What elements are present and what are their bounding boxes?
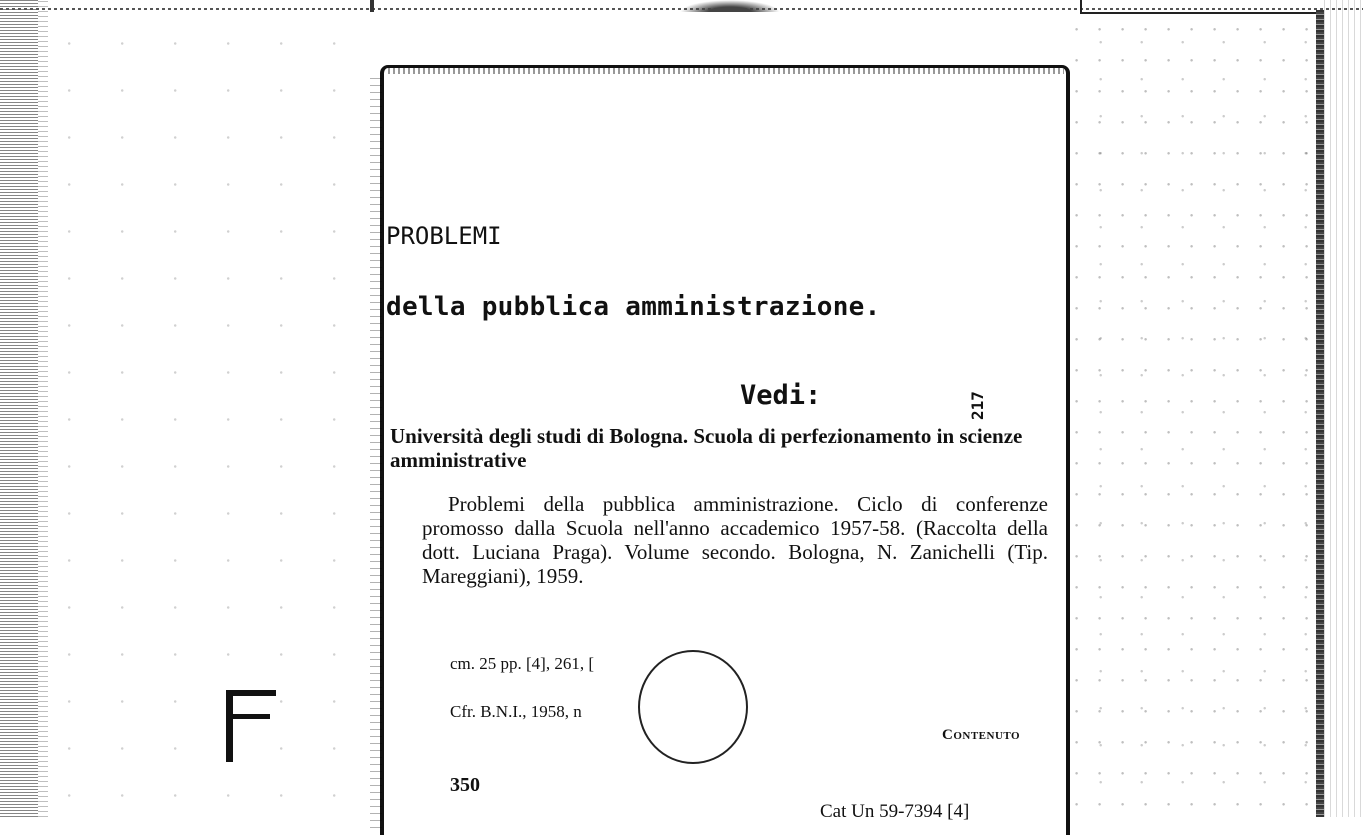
- see-label: Vedi:: [740, 380, 822, 411]
- reference-note: Cfr. B.N.I., 1958, n: [450, 702, 582, 721]
- card-top-noise: [388, 68, 1064, 74]
- scan-left-edge: [0, 0, 38, 817]
- scan-top-blob: [680, 0, 780, 12]
- scan-top-mark: [370, 0, 374, 12]
- scan-right-edge: [1316, 10, 1324, 817]
- side-number: 217: [968, 391, 987, 420]
- bracket-top: [226, 690, 276, 696]
- bracket-mark: [226, 690, 278, 762]
- stamp-circle: [638, 650, 748, 764]
- bracket-vertical: [226, 690, 233, 762]
- physical-description-start: cm. 25 pp. [4], 261, [: [450, 654, 595, 673]
- card-heading-line1: PROBLEMI: [386, 222, 502, 250]
- catalog-number: Cat Un 59-7394 [4]: [820, 801, 970, 822]
- card-number: 350: [450, 774, 480, 796]
- author-heading: Università degli studi di Bologna. Scuola di perfezionamento in scienze amministrative: [390, 424, 1023, 472]
- scan-left-edge-shadow: [38, 0, 48, 817]
- scan-speckle-right: [1072, 20, 1312, 817]
- scan-speckle-left: [48, 20, 378, 817]
- bibliographic-entry: Problemi della pubblica amministrazione. Ciclo di conferenze promosso dalla Scuola nell'anno accademico 1957-58. (Raccolta della dott. Luciana Praga). Volume secondo. Bologna, N. Zanichelli (Tip. Mareggiani), 1959.: [422, 492, 1048, 588]
- scan-top-bar-right: [1080, 0, 1318, 14]
- bracket-middle: [226, 714, 270, 719]
- card-left-noise: [370, 78, 382, 828]
- scan-right-edge-outer: [1324, 0, 1363, 817]
- card-heading-line2: della pubblica amministrazione.: [386, 292, 881, 322]
- contents-label: Contenuto: [942, 727, 1021, 743]
